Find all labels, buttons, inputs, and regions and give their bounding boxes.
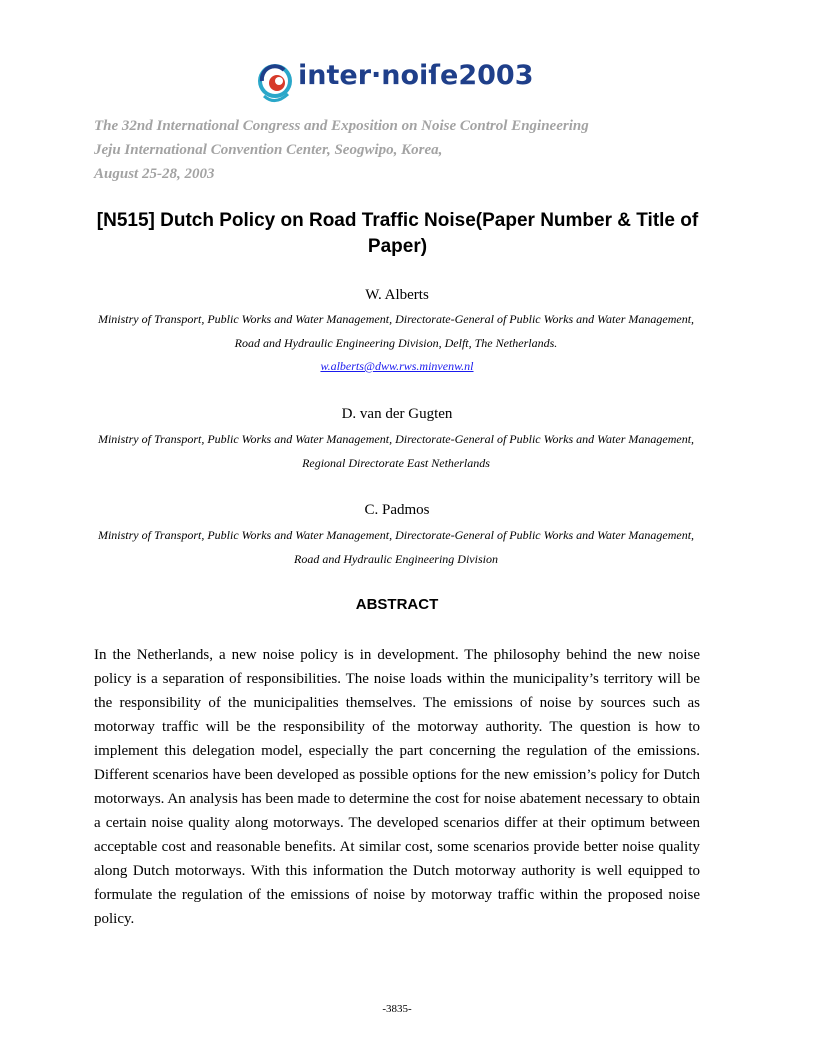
author-name: C. Padmos xyxy=(364,502,430,518)
abstract-body: In the Netherlands, a new noise policy is in development. The philosophy behind the new noise policy is a separation of responsibilities. The noise loads within the municipality’s territory will be the responsibility of the municipalities themselves. The emissions of noise by sources such as motorway traffic will be the responsibility of the motorway authority. The question is how to implement this delegation model, especially the part concerning the regulation of the emissions. Different scenarios have been developed as possible options for the new emission’s policy for Dutch motorways. An analysis has been made to determine the cost for noise abatement necessary to obtain a certain noise quality along motorways. The developed scenarios differ at their optimum between acceptable cost and reasonable benefits. At similar cost, some scenarios provide better noise quality along Dutch motorways. With this information the Dutch motorway authority is well equipped to formulate the regulation of the emissions of noise by motorway traffic within the proposed noise policy. xyxy=(94,647,700,927)
logo-wordmark: inter·noiſe2003 xyxy=(298,60,534,91)
page-number: -3835- xyxy=(382,1003,412,1015)
conference-logo xyxy=(254,52,544,110)
author-email-link[interactable]: w.alberts@dww.rws.minvenw.nl xyxy=(320,359,474,373)
author-affiliation: Ministry of Transport, Public Works and Water Management, Directorate-General of Public Works and Water Management, Regional Directorate East Netherlands xyxy=(97,432,695,470)
conference-venue: Jeju International Convention Center, Seogwipo, Korea, xyxy=(94,142,443,158)
conference-dates: August 25-28, 2003 xyxy=(94,166,215,182)
author-name: W. Alberts xyxy=(365,287,429,303)
conference-name: The 32nd International Congress and Exposition on Noise Control Engineering xyxy=(94,118,589,134)
logo-swirl-icon xyxy=(254,52,296,110)
author-affiliation: Ministry of Transport, Public Works and Water Management, Directorate-General of Public Works and Water Management, Road and Hydraulic Engineering Division xyxy=(97,528,695,566)
paper-title: [N515] Dutch Policy on Road Traffic Noise(Paper Number & Title of Paper) xyxy=(96,210,699,257)
abstract-heading: ABSTRACT xyxy=(355,596,439,613)
author-affiliation: Ministry of Transport, Public Works and Water Management, Directorate-General of Public Works and Water Management, Road and Hydraulic Engineering Division, Delft, The Netherlands. xyxy=(97,312,695,350)
author-name: D. van der Gugten xyxy=(341,406,453,422)
